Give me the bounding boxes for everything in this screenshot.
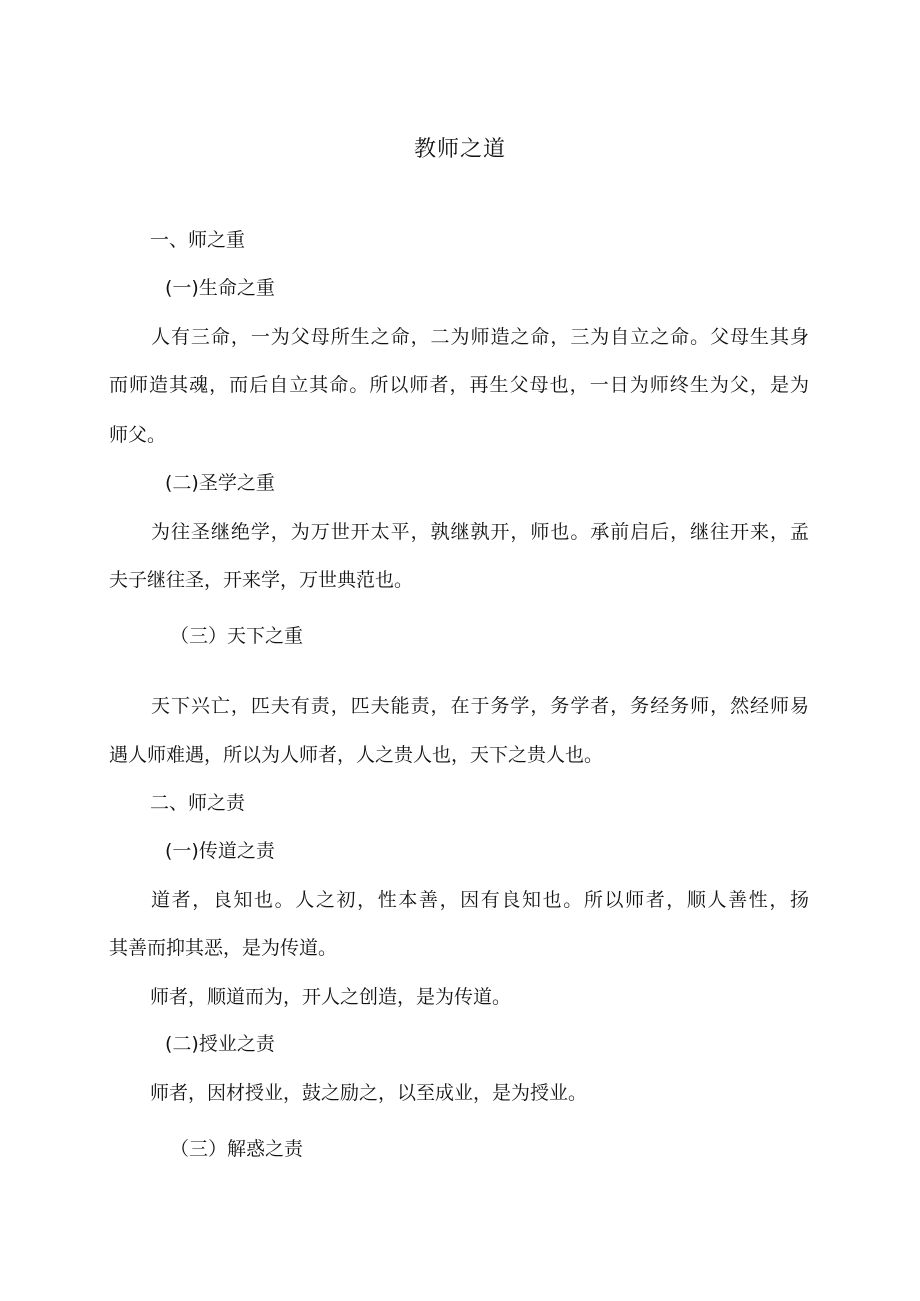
paragraph-line: 而师造其魂，而后自立其命。所以师者，再生父母也，一日为师终生为父，是为 — [109, 374, 809, 396]
paragraph-line: 道者，良知也。人之初，性本善，因有良知也。所以师者，顺人善性，扬 — [151, 889, 809, 911]
paragraph-line: 师父。 — [109, 424, 167, 446]
subsection-heading: （三）天下之重 — [170, 625, 304, 647]
paragraph-line: 夫子继往圣，开来学，万世典范也。 — [109, 569, 414, 591]
paragraph-line: 人有三命，一为父母所生之命，二为师造之命，三为自立之命。父母生其身 — [151, 326, 809, 348]
paragraph-line: 天下兴亡，匹夫有责，匹夫能责，在于务学，务学者，务经务师，然经师易 — [151, 695, 809, 717]
section-heading: 二、师之责 — [150, 792, 246, 814]
subsection-heading: (二)圣学之重 — [165, 472, 275, 494]
paragraph-line: 师者，顺道而为，开人之创造，是为传道。 — [150, 986, 512, 1008]
paragraph-line: 为往圣继绝学，为万世开太平，孰继孰开，师也。承前启后，继往开来，孟 — [151, 521, 809, 543]
subsection-heading: （三）解惑之责 — [170, 1138, 304, 1160]
subsection-heading: (一)传道之责 — [165, 840, 275, 862]
subsection-heading: (二)授业之责 — [165, 1033, 275, 1055]
subsection-heading: (一)生命之重 — [165, 277, 275, 299]
section-heading: 一、师之重 — [150, 229, 246, 251]
paragraph-line: 遇人师难遇，所以为人师者，人之贵人也，天下之贵人也。 — [109, 744, 604, 766]
document-title: 教师之道 — [413, 137, 506, 162]
paragraph-line: 师者，因材授业，鼓之励之，以至成业，是为授业。 — [150, 1082, 588, 1104]
paragraph-line: 其善而抑其恶，是为传道。 — [109, 937, 338, 959]
